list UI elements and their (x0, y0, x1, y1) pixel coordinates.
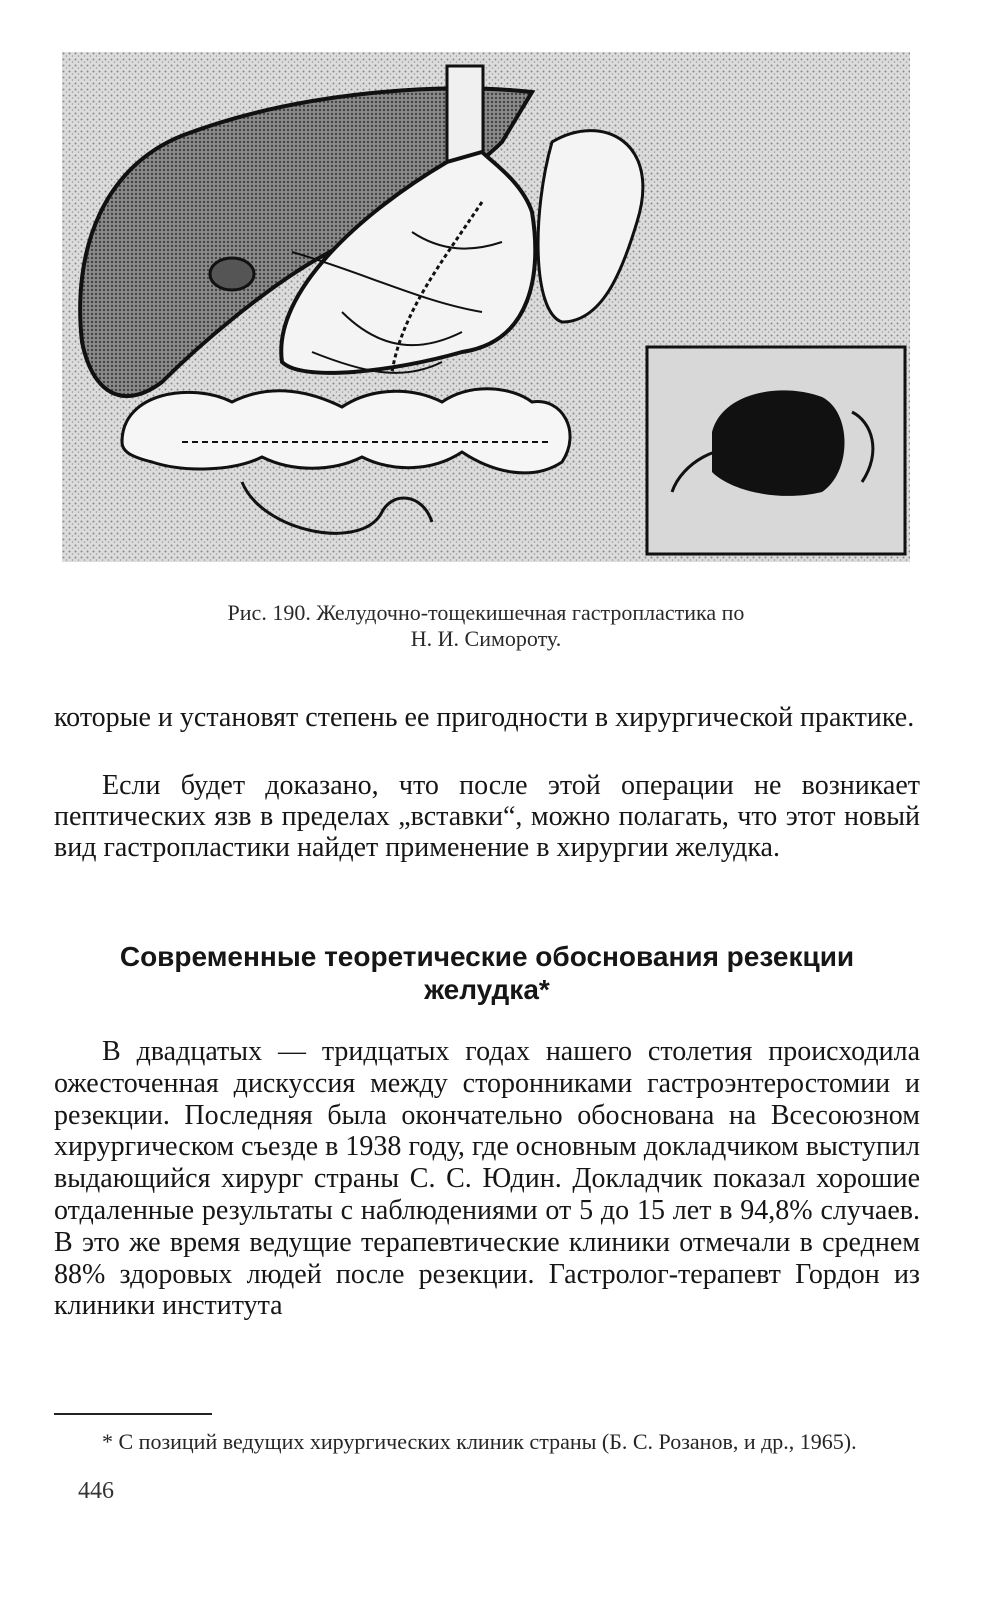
page-number: 446 (78, 1478, 114, 1504)
figure-illustration (62, 52, 910, 562)
paragraph-1 (54, 702, 920, 733)
figure-caption (62, 600, 910, 652)
paragraph-2 (54, 770, 920, 863)
paragraph-3-text: В двадцатых — тридцатых годах нашего столетия происходила ожесточенная дискуссия между сторонниками гастроэнтеростомии и резекции. Последняя была окончательно обоснована на Всесоюзном хирургическом съезде в 1938 году, где основным докладчиком выступил выдающийся хирург страны С. С. Юдин. Докладчик показал хорошие отдаленные результаты с наблюдениями от 5 до 15 лет в 94,8% случаев. В это же время ведущие терапевтические клиники отмечали в среднем 88% здоровых людей после резекции. Гастролог-терапевт Гордон из клиники института (54, 1036, 920, 1322)
footnote (54, 1428, 920, 1456)
paragraph-3 (54, 1036, 920, 1322)
caption-line-1: Рис. 190. Желудочно-тощекишечная гастропластика по (227, 600, 745, 625)
gallbladder-shape (210, 258, 254, 290)
inset-stomach (712, 390, 845, 496)
paragraph-1-text: которые и установят степень ее пригодности в хирургической практике. (54, 702, 915, 733)
footnote-text: * С позиций ведущих хирургических клиник страны (Б. С. Розанов, и др., 1965). (102, 1429, 857, 1454)
caption-line-2: Н. И. Симороту. (410, 626, 562, 651)
section-heading: Современные теоретические обоснования резекции желудка* (119, 941, 855, 1005)
paragraph-2-text: Если будет доказано, что после этой операции не возникает пептических язв в пределах „вставки“, можно полагать, что этот новый вид гастропластики найдет применение в хирургии желудка. (54, 770, 920, 863)
footnote-divider (54, 1413, 212, 1415)
